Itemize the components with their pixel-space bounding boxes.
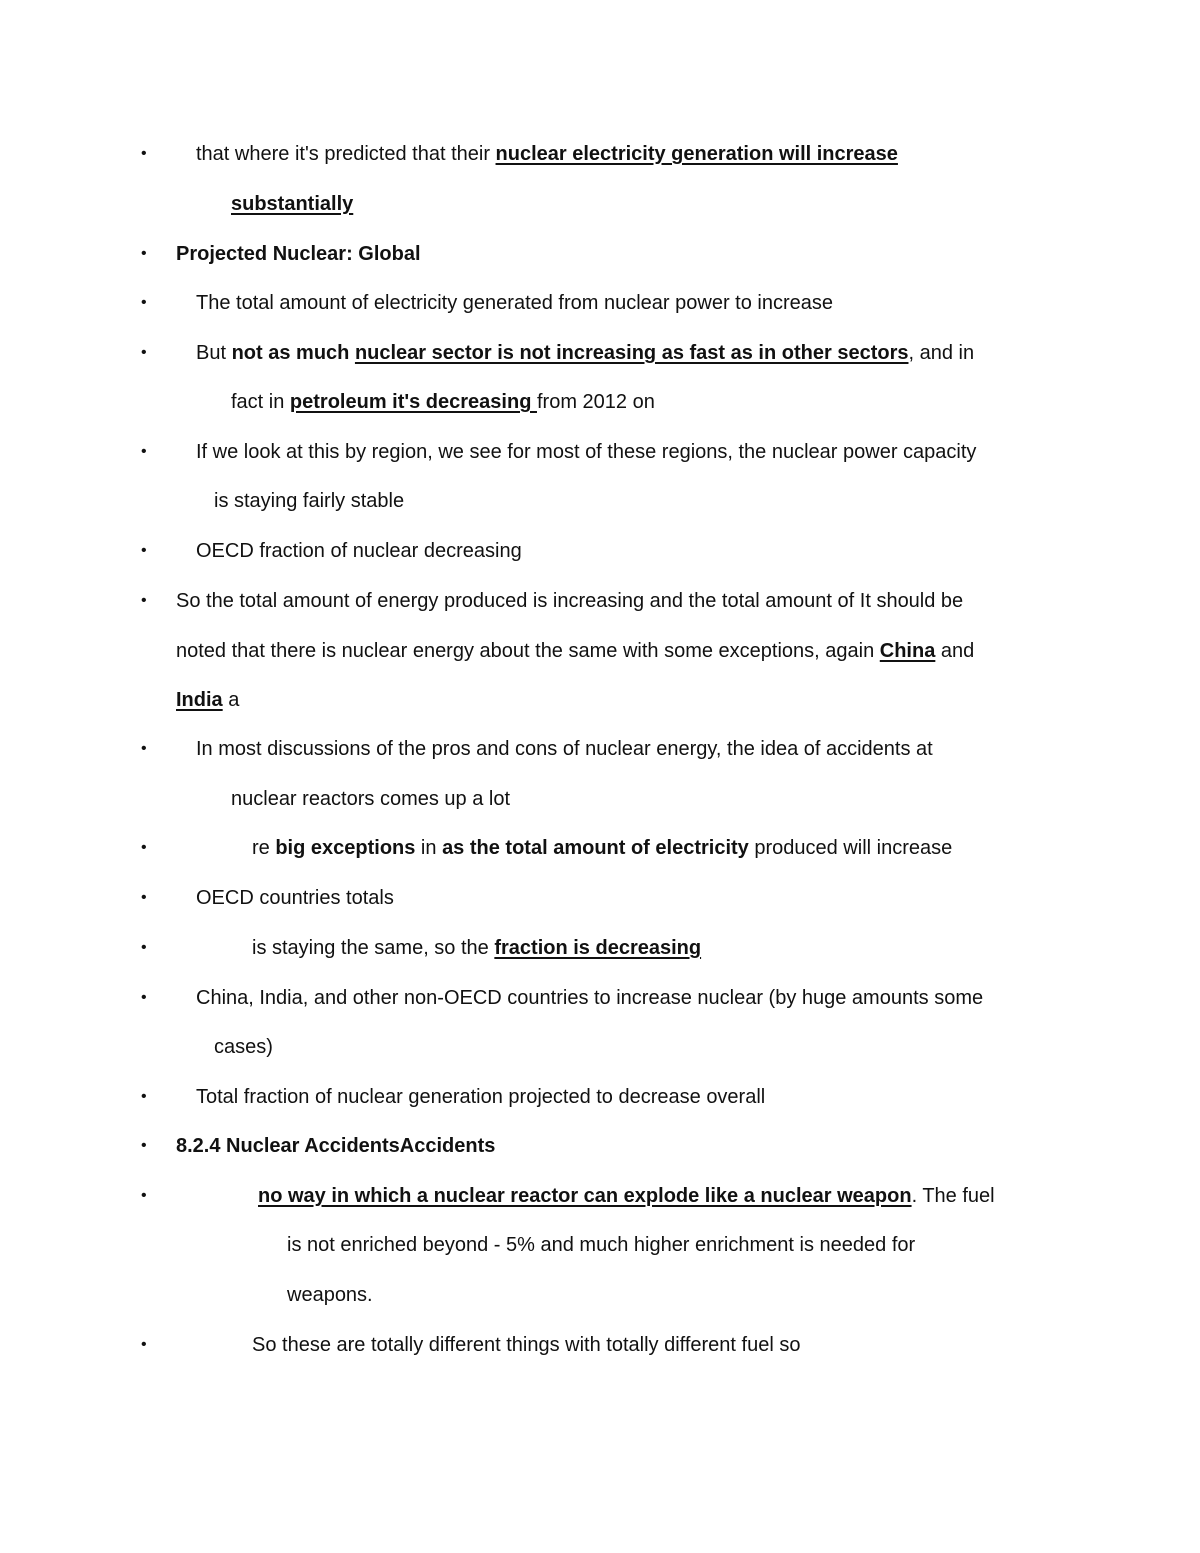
bold-underlined-phrase: nuclear electricity generation will increase <box>495 143 898 165</box>
line-text: OECD countries totals <box>196 887 394 909</box>
continuation-line <box>0 784 1200 814</box>
bullet-marker: • <box>141 344 147 361</box>
bullet-line <box>0 586 1200 616</box>
text-segment: , and in <box>908 342 975 364</box>
bullet-line <box>0 1181 1200 1211</box>
line-text: is not enriched beyond - 5% and much higher enrichment is needed for <box>287 1234 916 1256</box>
bullet-line <box>0 139 1200 169</box>
text-segment: in <box>415 837 443 859</box>
line-text <box>196 139 898 169</box>
text-segment: noted that there is nuclear energy about the same with some exceptions, again <box>176 640 880 662</box>
continuation-line <box>0 1230 1200 1260</box>
text-segment: fact in <box>231 391 290 413</box>
text-segment: a <box>222 689 240 711</box>
text-segment: produced will increase <box>748 837 953 859</box>
line-text <box>196 338 974 368</box>
line-text: So these are totally different things with totally different fuel so <box>252 1334 801 1356</box>
bullet-marker: • <box>141 1187 147 1204</box>
bold-underlined-phrase: fraction is decreasing <box>494 937 702 959</box>
continuation-line <box>0 1280 1200 1310</box>
section-heading: 8.2.4 Nuclear AccidentsAccidents <box>176 1135 496 1157</box>
text-segment: that where it's predicted that their <box>196 143 496 165</box>
line-text: So the total amount of energy produced is increasing and the total amount of It should be <box>176 590 964 612</box>
bullet-marker: • <box>141 889 147 906</box>
bullet-marker: • <box>141 1088 147 1105</box>
bullet-line <box>0 437 1200 467</box>
line-text: Total fraction of nuclear generation projected to decrease overall <box>196 1086 766 1108</box>
bullet-line <box>0 239 1200 269</box>
bullet-line <box>0 536 1200 566</box>
bullet-marker: • <box>141 740 147 757</box>
bullet-line <box>0 734 1200 764</box>
bold-phrase: as the total amount of electricity <box>442 837 749 859</box>
bullet-marker: • <box>141 145 147 162</box>
line-text: If we look at this by region, we see for most of these regions, the nuclear power capacity <box>196 441 977 463</box>
bullet-line <box>0 983 1200 1013</box>
line-text: weapons. <box>287 1284 373 1306</box>
continuation-line <box>0 1032 1200 1062</box>
text-segment: But <box>196 342 232 364</box>
bullet-marker: • <box>141 443 147 460</box>
bullet-marker: • <box>141 592 147 609</box>
line-text: is staying fairly stable <box>214 490 405 512</box>
line-text: In most discussions of the pros and cons of nuclear energy, the idea of accidents at <box>196 738 933 760</box>
bold-underlined-phrase: nuclear sector is not increasing as fast as in other sectors <box>354 342 909 364</box>
continuation-line <box>0 685 1200 715</box>
bullet-line <box>0 933 1200 963</box>
bullet-marker: • <box>141 542 147 559</box>
bullet-marker: • <box>141 939 147 956</box>
bullet-line <box>0 1330 1200 1360</box>
bullet-line <box>0 883 1200 913</box>
bold-underlined-phrase: no way in which a nuclear reactor can explode like a nuclear weapon <box>258 1185 912 1207</box>
continuation-line <box>0 387 1200 417</box>
bullet-line <box>0 833 1200 863</box>
bullet-line <box>0 288 1200 318</box>
bold-underlined-phrase: petroleum it's decreasing <box>289 391 537 413</box>
line-text: nuclear reactors comes up a lot <box>231 788 511 810</box>
bullet-marker: • <box>141 1336 147 1353</box>
section-heading: Projected Nuclear: Global <box>176 243 421 265</box>
line-text <box>252 933 701 963</box>
bold-underlined-phrase: substantially <box>231 193 354 215</box>
line-text <box>231 189 353 219</box>
line-text: OECD fraction of nuclear decreasing <box>196 540 522 562</box>
bold-underlined-phrase: India <box>176 689 223 711</box>
text-segment: from 2012 on <box>536 391 655 413</box>
bullet-marker: • <box>141 989 147 1006</box>
bullet-marker: • <box>141 245 147 262</box>
line-text: cases) <box>214 1036 273 1058</box>
bullet-line <box>0 338 1200 368</box>
text-segment: is staying the same, so the <box>252 937 495 959</box>
line-text <box>176 636 974 666</box>
bullet-marker: • <box>141 839 147 856</box>
bullet-line <box>0 1131 1200 1161</box>
line-text: The total amount of electricity generated from nuclear power to increase <box>196 292 833 314</box>
line-text <box>176 685 239 715</box>
line-text: China, India, and other non-OECD countries to increase nuclear (by huge amounts some <box>196 987 984 1009</box>
text-segment: re <box>252 837 276 859</box>
line-text <box>258 1181 995 1211</box>
continuation-line <box>0 486 1200 516</box>
bullet-marker: • <box>141 1137 147 1154</box>
continuation-line <box>0 189 1200 219</box>
continuation-line <box>0 636 1200 666</box>
line-text <box>252 833 952 863</box>
text-segment: . The fuel <box>911 1185 995 1207</box>
bullet-line <box>0 1082 1200 1112</box>
bold-phrase: not as much <box>231 342 355 364</box>
line-text <box>231 387 655 417</box>
bold-underlined-phrase: China <box>879 640 936 662</box>
text-segment: and <box>935 640 975 662</box>
bold-phrase: big exceptions <box>275 837 416 859</box>
bullet-marker: • <box>141 294 147 311</box>
